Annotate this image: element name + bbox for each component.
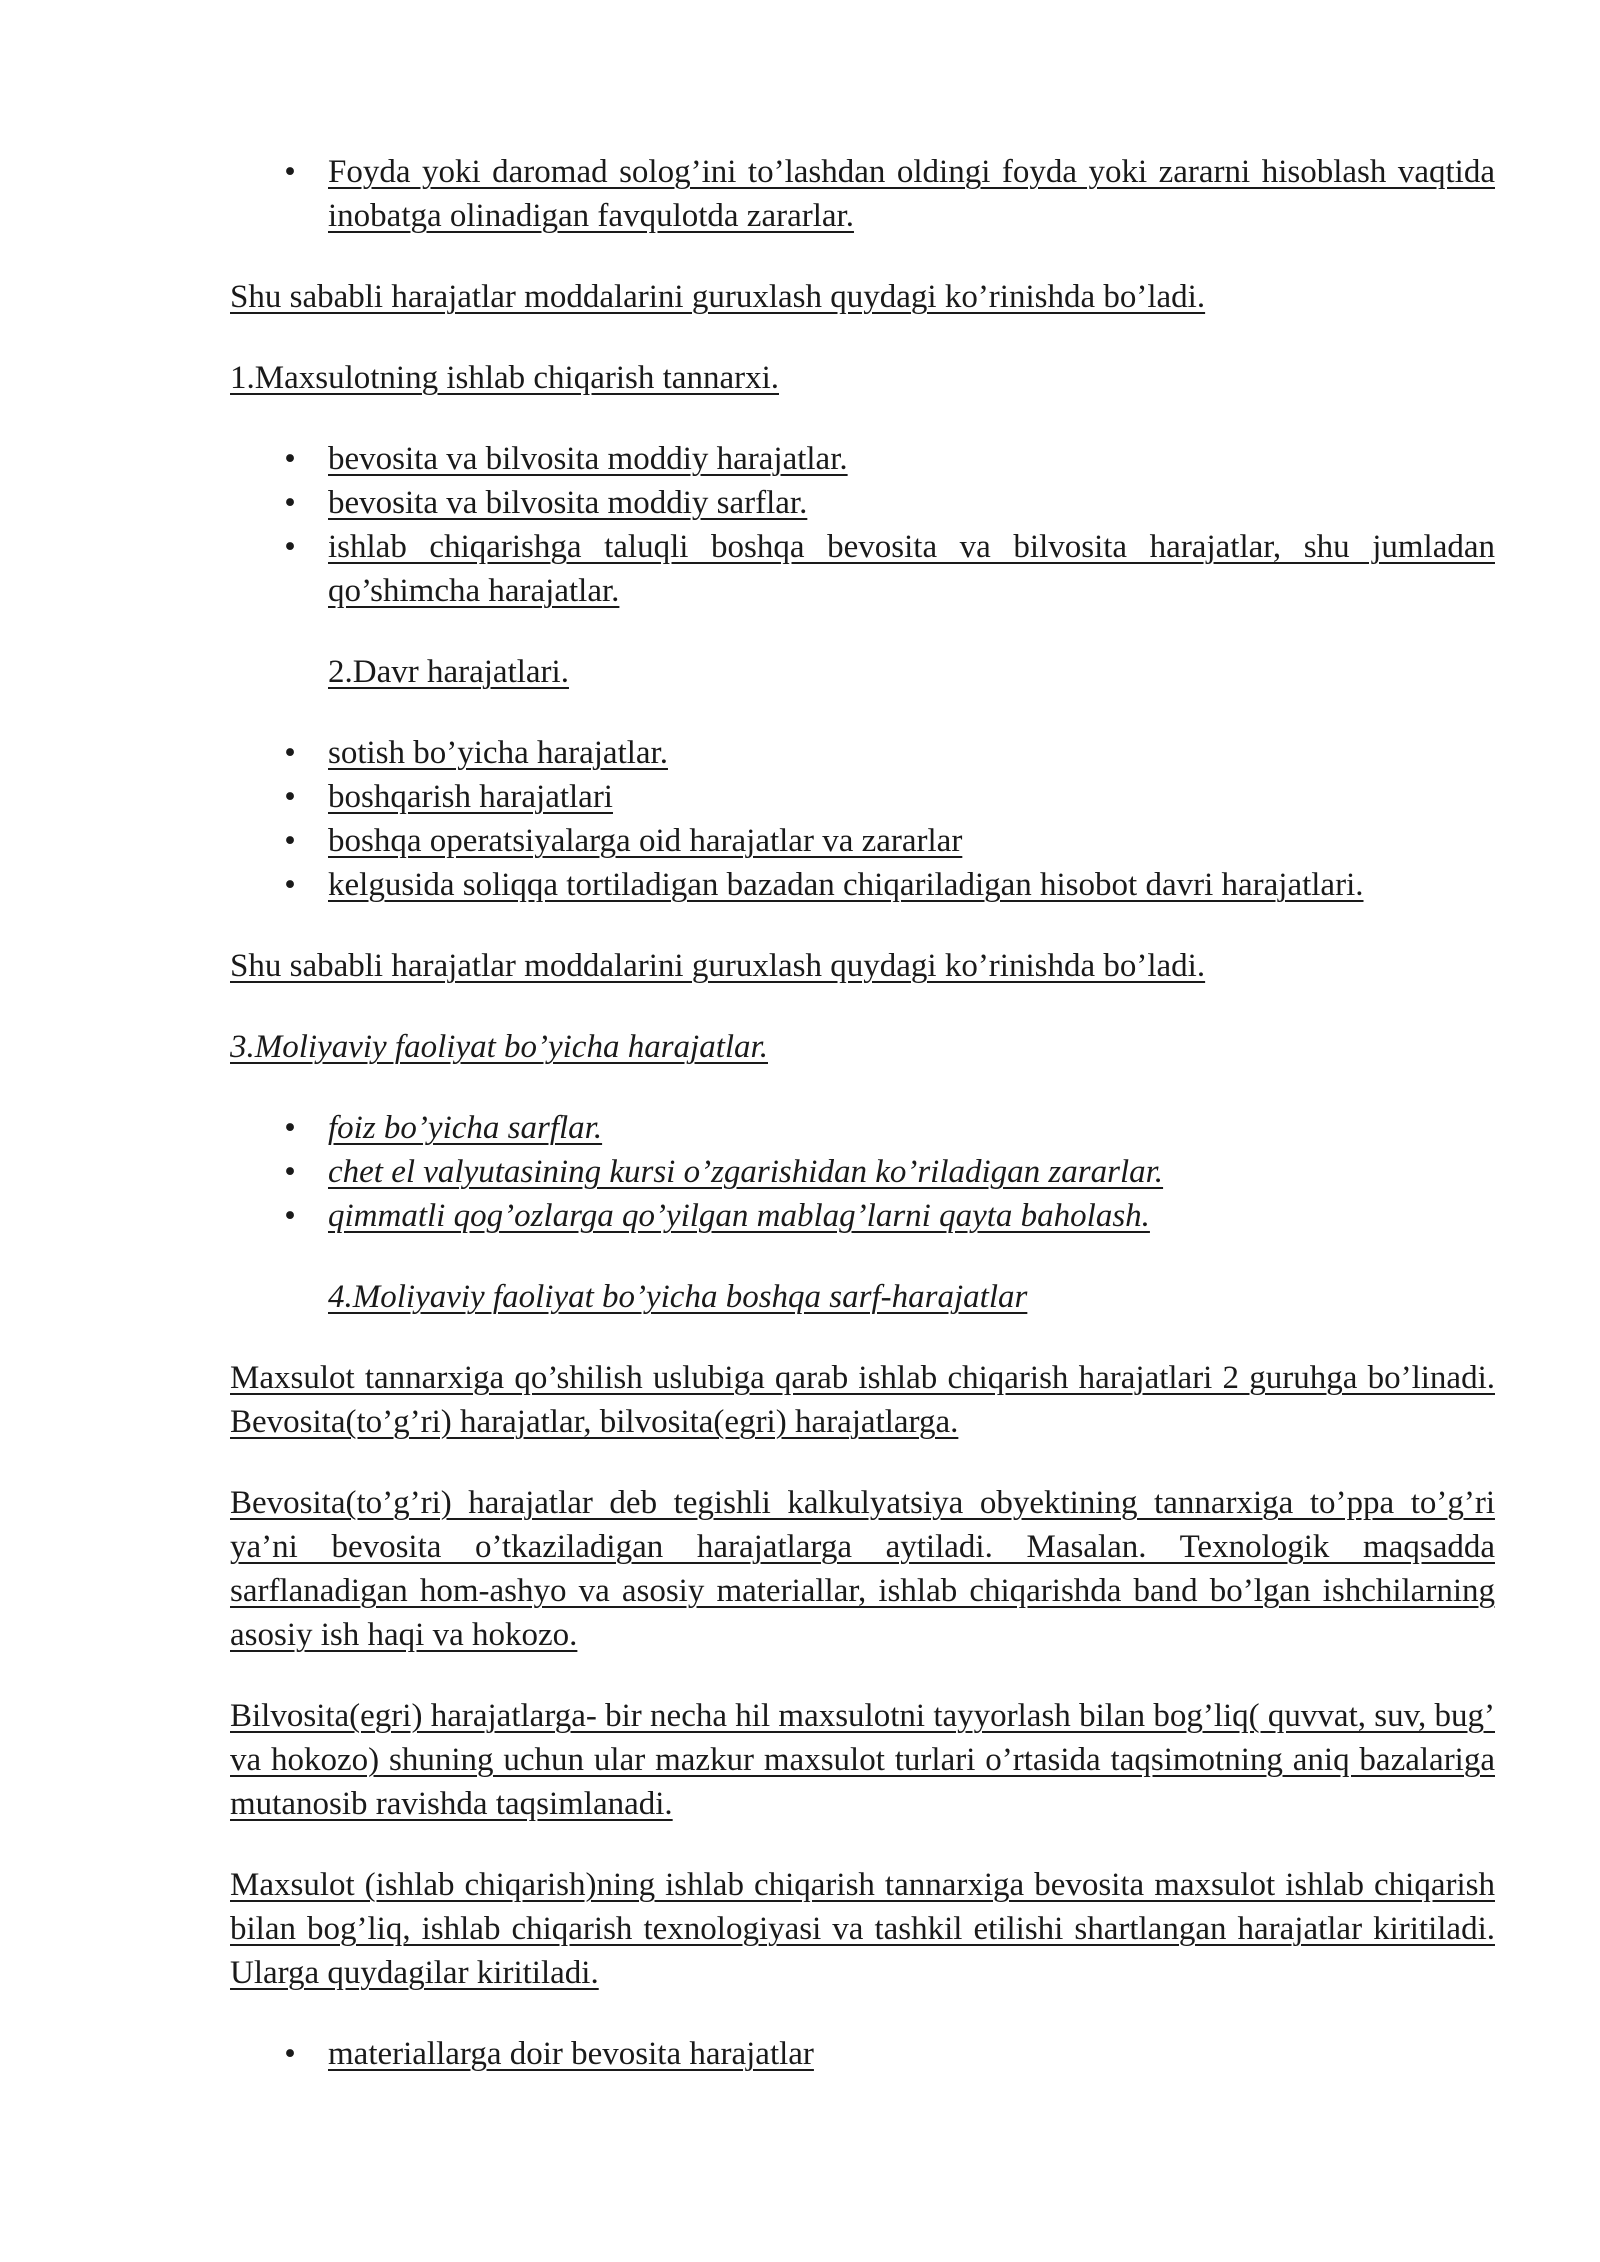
- bullet-icon: •: [284, 1110, 296, 1146]
- list-item: [230, 1194, 1495, 1238]
- bullet-icon: •: [284, 1198, 296, 1234]
- list-item: [230, 2032, 1495, 2076]
- bullet-icon: •: [284, 441, 296, 477]
- list-item: [230, 481, 1495, 525]
- section-heading-4: [230, 1275, 1495, 1319]
- list-item: [230, 819, 1495, 863]
- list-item: [230, 863, 1495, 907]
- bullet-icon: •: [284, 154, 296, 190]
- heading-text: 4.Moliyaviy faoliyat bo’yicha boshqa sarf-harajatlar: [328, 1279, 1028, 1315]
- list-item: [230, 150, 1495, 238]
- bullet-icon: •: [284, 779, 296, 815]
- list-item-text: materiallarga doir bevosita harajatlar: [328, 2036, 814, 2072]
- bullet-icon: •: [284, 867, 296, 903]
- bullet-icon: •: [284, 529, 296, 565]
- list-item-text: kelgusida soliqqa tortiladigan bazadan chiqariladigan hisobot davri harajatlari.: [328, 867, 1364, 903]
- list-item-text: sotish bo’yicha harajatlar.: [328, 735, 668, 771]
- bullet-list-a: [230, 150, 1495, 238]
- list-item-text: ishlab chiqarishga taluqli boshqa bevosita va bilvosita harajatlar, shu jumladan qo’shimcha harajatlar.: [328, 529, 1495, 609]
- bullet-icon: •: [284, 1154, 296, 1190]
- paragraph-text: Shu sababli harajatlar moddalarini guruxlash quydagi ko’rinishda bo’ladi.: [230, 279, 1206, 315]
- list-item-text: bevosita va bilvosita moddiy harajatlar.: [328, 441, 848, 477]
- list-item: [230, 525, 1495, 613]
- document-page: [230, 150, 1495, 2076]
- paragraph-text: Shu sababli harajatlar moddalarini guruxlash quydagi ko’rinishda bo’ladi.: [230, 948, 1206, 984]
- heading-text: 3.Moliyaviy faoliyat bo’yicha harajatlar.: [230, 1029, 768, 1065]
- paragraph: [230, 1356, 1495, 1444]
- bullet-icon: •: [284, 2036, 296, 2072]
- list-item-text: chet el valyutasining kursi o’zgarishidan ko’riladigan zararlar.: [328, 1154, 1164, 1190]
- list-item-text: foiz bo’yicha sarflar.: [328, 1110, 603, 1146]
- paragraph: [230, 1694, 1495, 1826]
- heading-text: 2.Davr harajatlari.: [328, 654, 569, 690]
- paragraph-text: Maxsulot (ishlab chiqarish)ning ishlab chiqarish tannarxiga bevosita maxsulot ishlab chiqarish bilan bog’liq, ishlab chiqarish texnologiyasi va tashkil etilishi shartlangan harajatlar kiritiladi. Ularga quydagilar kiritiladi.: [230, 1867, 1495, 1991]
- section-heading-2: [230, 650, 1495, 694]
- bullet-list-e: [230, 2032, 1495, 2076]
- paragraph: [230, 275, 1495, 319]
- section-heading-3: [230, 1025, 1495, 1069]
- paragraph: [230, 944, 1495, 988]
- list-item-text: boshqa operatsiyalarga oid harajatlar va zararlar: [328, 823, 963, 859]
- list-item: [230, 437, 1495, 481]
- bullet-list-c: [230, 731, 1495, 907]
- list-item: [230, 1106, 1495, 1150]
- section-heading-1: [230, 356, 1495, 400]
- list-item-text: boshqarish harajatlari: [328, 779, 613, 815]
- paragraph-text: Maxsulot tannarxiga qo’shilish uslubiga qarab ishlab chiqarish harajatlari 2 guruhga bo’linadi. Bevosita(to’g’ri) harajatlar, bilvosita(egri) harajatlarga.: [230, 1360, 1495, 1440]
- paragraph-text: Bilvosita(egri) harajatlarga- bir necha hil maxsulotni tayyorlash bilan bog’liq( quvvat, suv, bug’ va hokozo) shuning uchun ular mazkur maxsulot turlari o’rtasida taqsimotning aniq bazalariga mutanosib ravishda taqsimlanadi.: [230, 1698, 1495, 1822]
- bullet-icon: •: [284, 823, 296, 859]
- paragraph: [230, 1481, 1495, 1657]
- list-item: [230, 731, 1495, 775]
- bullet-list-b: [230, 437, 1495, 613]
- list-item-text: bevosita va bilvosita moddiy sarflar.: [328, 485, 808, 521]
- list-item-text: Foyda yoki daromad solog’ini to’lashdan oldingi foyda yoki zararni hisoblash vaqtida inobatga olinadigan favqulotda zararlar.: [328, 154, 1495, 234]
- paragraph-text: Bevosita(to’g’ri) harajatlar deb tegishli kalkulyatsiya obyektining tannarxiga to’ppa to’g’ri ya’ni bevosita o’tkaziladigan harajatlarga aytiladi. Masalan. Texnologik maqsadda sarflanadigan hom-ashyo va asosiy materiallar, ishlab chiqarishda band bo’lgan ishchilarning asosiy ish haqi va hokozo.: [230, 1485, 1495, 1653]
- paragraph: [230, 1863, 1495, 1995]
- list-item-text: qimmatli qog’ozlarga qo’yilgan mablag’larni qayta baholash.: [328, 1198, 1150, 1234]
- heading-text: 1.Maxsulotning ishlab chiqarish tannarxi.: [230, 360, 779, 396]
- bullet-list-d: [230, 1106, 1495, 1238]
- bullet-icon: •: [284, 735, 296, 771]
- bullet-icon: •: [284, 485, 296, 521]
- list-item: [230, 775, 1495, 819]
- list-item: [230, 1150, 1495, 1194]
